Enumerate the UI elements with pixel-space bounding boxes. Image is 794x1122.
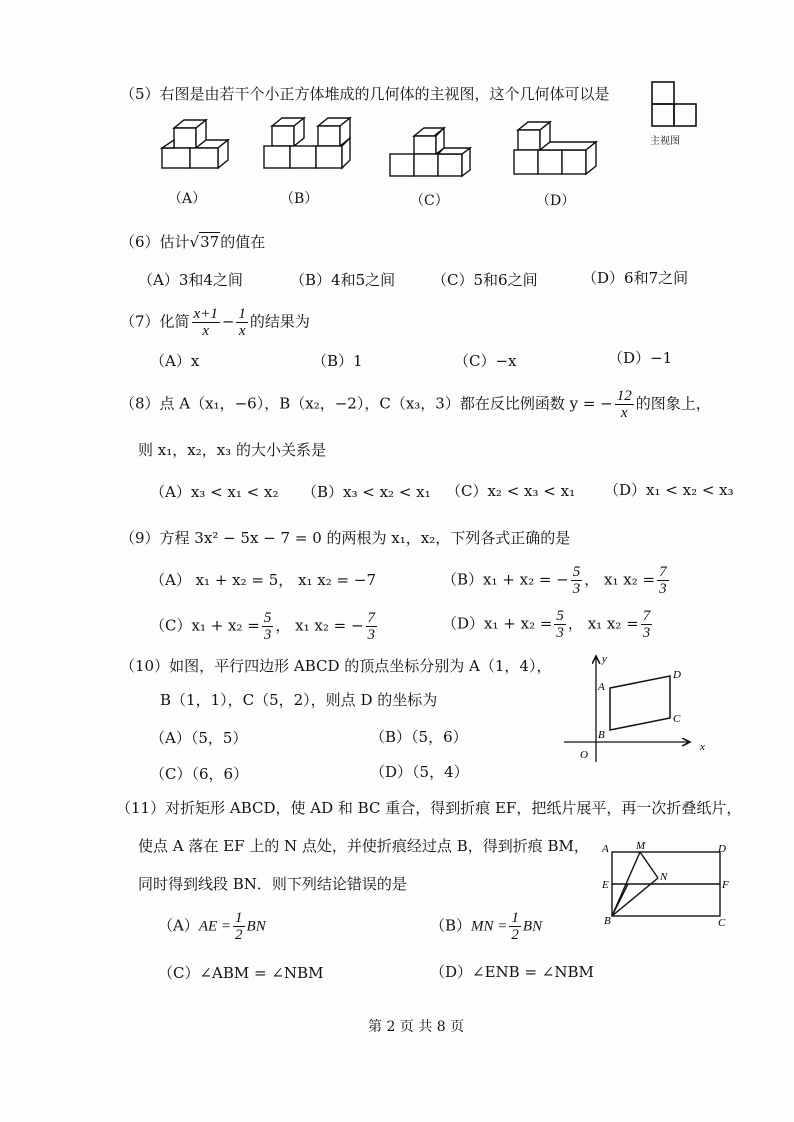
q5-option-a[interactable]: （A）	[168, 191, 207, 207]
q11-option-c[interactable]: （C）∠ABM = ∠NBM	[158, 964, 324, 982]
sqrt-icon: √	[189, 233, 200, 251]
q7-frac-2: $\frac{1}{x}$	[238, 306, 246, 339]
q11-fig-a-label: A	[602, 843, 609, 855]
q10-fig-x-label: x	[700, 741, 705, 753]
q11-line1: （11）对折矩形 ABCD，使 AD 和 BC 重合，得到折痕 EF，把纸片展平，再一次折叠纸片，	[116, 799, 742, 817]
q9-stem: （9）方程 3x² − 5x − 7 = 0 的两根为 x₁，x₂，下列各式正确的是	[120, 529, 571, 547]
q7-frac-1: $\frac{x+1}{x}$	[193, 306, 218, 339]
q10-option-d[interactable]: （D）（5，4）	[370, 763, 469, 781]
q9-option-c[interactable]: （C）x₁ + x₂ = $\frac{5}{3}$ ， x₁ x₂ = − $\frac{7}{3}$	[150, 610, 376, 643]
q11-line3: 同时得到线段 BN．则下列结论错误的是	[138, 875, 407, 893]
q11-rectangle-figure	[600, 840, 730, 930]
q8-frac: $\frac{12}{x}$	[616, 388, 632, 421]
q10-fig-b-label: B	[598, 729, 605, 741]
q5-stem: （5）右图是由若干个小正方体堆成的几何体的主视图，这个几何体可以是	[120, 85, 610, 103]
q11-option-d[interactable]: （D）∠ENB = ∠NBM	[430, 963, 594, 981]
q10-line2: B（1，1），C（5，2），则点 D 的坐标为	[160, 691, 438, 709]
q11-option-a[interactable]: （A）AE = $\frac{1}{2}$ BN	[158, 910, 266, 943]
q9-option-d[interactable]: （D）x₁ + x₂ = $\frac{5}{3}$ ， x₁ x₂ = $\frac{7}{3}$	[442, 608, 651, 641]
q10-fig-y-label: y	[602, 653, 607, 665]
q11-fig-b-label: B	[604, 915, 611, 927]
page-footer: 第 2 页 共 8 页	[368, 1019, 465, 1035]
q7-option-a[interactable]: （A）x	[150, 352, 200, 370]
q11-fig-c-label: C	[718, 917, 726, 929]
q9-option-a[interactable]: （A） x₁ + x₂ = 5， x₁ x₂ = −7	[150, 571, 376, 589]
radicand: 37	[200, 233, 220, 251]
option-d-cubes	[512, 118, 612, 188]
q8-option-a[interactable]: （A）x₃ < x₁ < x₂	[150, 483, 279, 501]
q7-option-c[interactable]: （C）−x	[454, 352, 517, 370]
q6-option-b[interactable]: （B）4和5之间	[290, 271, 396, 289]
q10-line1: （10）如图，平行四边形 ABCD 的顶点坐标分别为 A（1，4），	[120, 657, 552, 675]
q8-option-b[interactable]: （B）x₃ < x₂ < x₁	[302, 483, 431, 501]
q6-option-c[interactable]: （C）5和6之间	[432, 271, 538, 289]
q10-option-b[interactable]: （B）（5，6）	[370, 728, 468, 746]
q7-option-d[interactable]: （D）−1	[608, 349, 673, 367]
q7-stem: （7）化简 $\frac{x+1}{x}$ − $\frac{1}{x}$ 的结果为	[120, 306, 310, 339]
q11-fig-d-label: D	[718, 843, 726, 855]
q8-option-c[interactable]: （C）x₂ < x₃ < x₁	[446, 482, 576, 500]
option-b-cubes	[262, 112, 362, 182]
q5-option-b[interactable]: （B）	[280, 191, 319, 207]
q10-option-a[interactable]: （A）（5，5）	[150, 729, 248, 747]
q8-stem-line2: 则 x₁，x₂，x₃ 的大小关系是	[138, 441, 326, 459]
q10-fig-o-label: O	[580, 749, 588, 761]
q10-fig-d-label: D	[673, 669, 681, 681]
option-a-cubes	[160, 112, 260, 182]
q11-fig-e-label: E	[602, 879, 609, 891]
q10-fig-a-label: A	[598, 681, 605, 693]
q5-option-d[interactable]: （D）	[536, 193, 576, 209]
q8-option-d[interactable]: （D）x₁ < x₂ < x₃	[604, 481, 734, 499]
q6-option-a[interactable]: （A）3和4之间	[138, 271, 243, 289]
main-view-caption: 主视图	[650, 136, 680, 147]
q11-option-b[interactable]: （B）MN = $\frac{1}{2}$ BN	[430, 910, 543, 943]
q6-stem: （6）估计√37的值在	[120, 233, 266, 251]
q6-option-d[interactable]: （D）6和7之间	[582, 269, 689, 287]
option-c-cubes	[388, 122, 478, 192]
q11-fig-m-label: M	[636, 840, 646, 852]
q8-stem: （8）点 A（x₁，−6），B（x₂，−2），C（x₃，3）都在反比例函数 y = − $\frac{12}{x}$ 的图象上，	[120, 388, 711, 421]
q7-option-b[interactable]: （B）1	[312, 352, 363, 370]
q5-option-c[interactable]: （C）	[410, 193, 449, 209]
main-view-figure	[650, 80, 710, 140]
q10-fig-c-label: C	[673, 713, 681, 725]
q10-option-c[interactable]: （C）（6，6）	[150, 765, 249, 783]
q10-coordinate-figure	[560, 650, 710, 770]
q9-option-b[interactable]: （B）x₁ + x₂ = − $\frac{5}{3}$ ， x₁ x₂ = $\frac{7}{3}$	[442, 564, 667, 597]
q11-fig-n-label: N	[660, 871, 668, 883]
q11-line2: 使点 A 落在 EF 上的 N 点处，并使折痕经过点 B，得到折痕 BM，	[138, 837, 589, 855]
q11-fig-f-label: F	[722, 879, 729, 891]
